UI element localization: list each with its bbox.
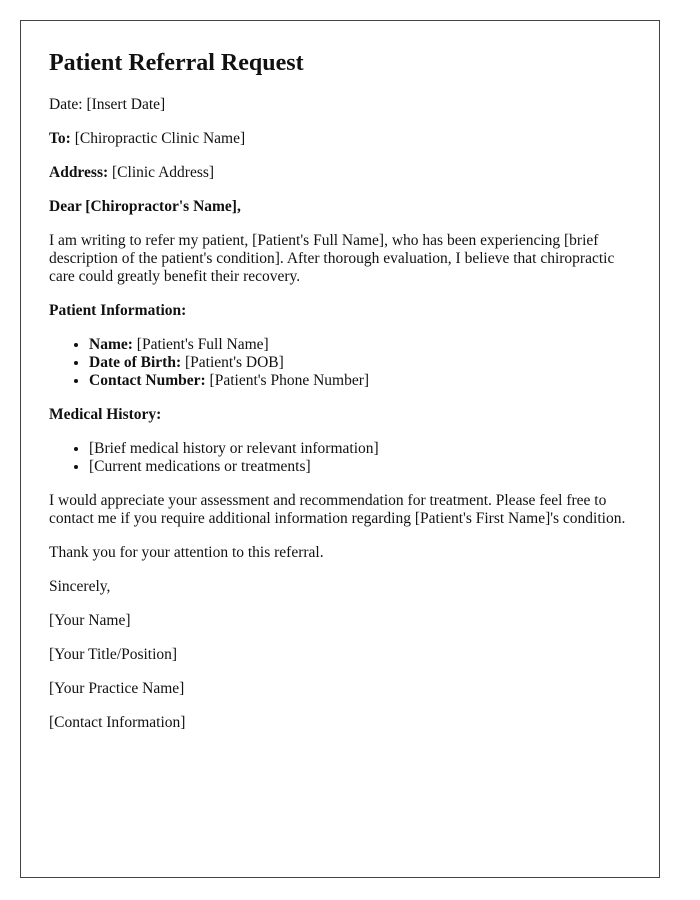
- address-label: Address:: [49, 164, 109, 181]
- patient-info-heading: Patient Information:: [49, 302, 187, 319]
- medical-history-list: [49, 440, 631, 476]
- date-line: Date: [Insert Date]: [49, 96, 166, 113]
- letter-title: Patient Referral Request: [49, 50, 304, 76]
- list-item: [89, 336, 631, 354]
- signature-title: [Your Title/Position]: [49, 646, 178, 663]
- patient-name-label: Name:: [89, 336, 133, 353]
- list-item: • [Brief medical history or relevant information]: [89, 440, 631, 458]
- patient-name-value: [Patient's Full Name]: [132, 336, 269, 353]
- closing-line: Sincerely,: [49, 578, 111, 595]
- patient-dob-value: [Patient's DOB]: [181, 354, 284, 371]
- request-paragraph: I would appreciate your assessment and recommendation for treatment. Please feel free to contact me if you require additional information regarding [Patient's First Name]'s condition.: [49, 492, 626, 527]
- medical-history-heading: Medical History:: [49, 406, 162, 423]
- recipient-value: [Chiropractic Clinic Name]: [70, 130, 246, 147]
- signature-contact: [Contact Information]: [49, 714, 186, 731]
- list-item: • [Current medications or treatments]: [89, 458, 631, 476]
- address-line: [49, 164, 631, 182]
- signature-practice: [Your Practice Name]: [49, 680, 185, 697]
- signature-name: [Your Name]: [49, 612, 131, 629]
- list-item: [89, 372, 631, 390]
- list-item: [89, 354, 631, 372]
- patient-dob-label: Date of Birth:: [89, 354, 182, 371]
- recipient-line: [49, 130, 631, 148]
- intro-paragraph: I am writing to refer my patient, [Patient's Full Name], who has been experiencing [brief description of the patient's condition]. After thorough evaluation, I believe that chiropractic care could greatly benefit their recovery.: [49, 232, 615, 285]
- address-value: [Clinic Address]: [108, 164, 215, 181]
- patient-phone-label: Contact Number:: [89, 372, 206, 389]
- patient-info-list: [49, 336, 631, 390]
- patient-phone-value: [Patient's Phone Number]: [205, 372, 370, 389]
- letter-page: [20, 20, 660, 878]
- recipient-label: To:: [49, 130, 71, 147]
- salutation: Dear [Chiropractor's Name],: [49, 198, 241, 215]
- thanks-line: Thank you for your attention to this referral.: [49, 544, 324, 561]
